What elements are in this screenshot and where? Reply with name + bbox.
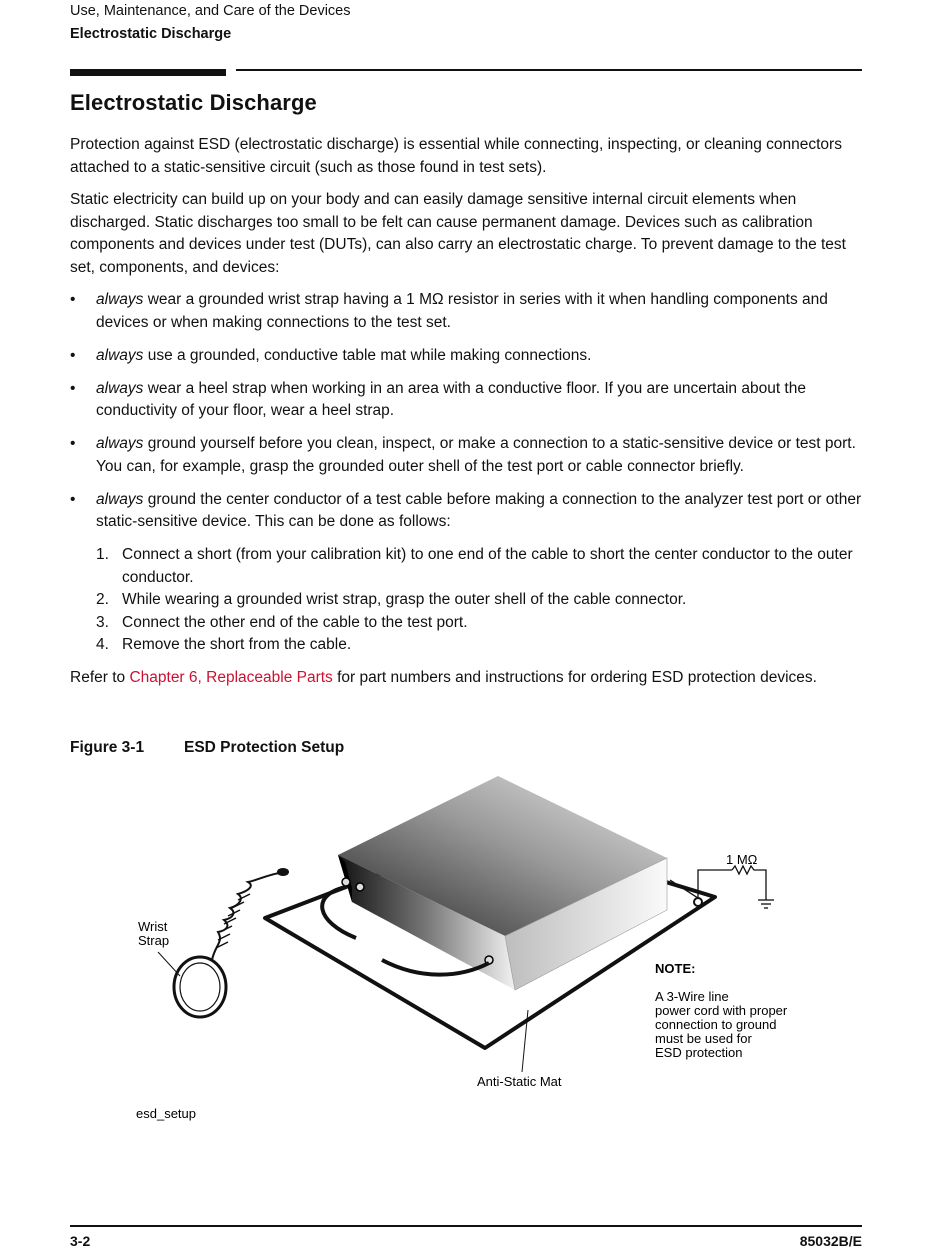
chapter-link[interactable]: Chapter 6, Replaceable Parts <box>129 668 333 686</box>
esd-setup-illustration <box>120 770 820 1130</box>
bullet-text: ground yourself before you clean, inspect, or make a connection to a static-sensitive device or test port. You can, for example, grasp the grounded outer shell of the test port or cable connector briefly. <box>96 435 856 475</box>
figure-file-id: esd_setup <box>136 1106 196 1121</box>
step-list <box>96 544 865 657</box>
leader-line <box>158 952 180 976</box>
leader-line <box>522 1010 528 1072</box>
refer-after: for part numbers and instructions for ordering ESD protection devices. <box>332 668 817 686</box>
step-item <box>96 634 865 657</box>
list-item <box>70 378 865 423</box>
resistor-label: 1 MΩ <box>726 852 758 867</box>
list-item <box>70 289 865 334</box>
mat-label: Anti-Static Mat <box>477 1074 562 1089</box>
bullet-keyword: always <box>96 379 144 397</box>
wrist-strap-clip <box>277 868 289 876</box>
page-number: 3-2 <box>70 1233 91 1249</box>
list-item <box>70 489 865 534</box>
bullet-keyword: always <box>96 346 144 364</box>
note-title: NOTE: <box>655 961 696 976</box>
refer-paragraph <box>70 667 865 690</box>
step-item <box>96 544 865 589</box>
front-port-icon <box>356 883 364 891</box>
header-rule-thick <box>70 69 226 76</box>
note-line: must be used for <box>655 1031 752 1046</box>
bullet-text: use a grounded, conductive table mat while making connections. <box>143 346 592 364</box>
note-line: power cord with proper <box>655 1003 788 1018</box>
running-header <box>70 0 350 46</box>
bullet-text: wear a grounded wrist strap having a 1 MΩ resistor in series with it when handling components and devices or when making connections to the test set. <box>96 291 828 331</box>
bullet-marker: • <box>70 291 76 308</box>
header-rule-thin <box>236 69 862 71</box>
bullet-keyword: always <box>96 291 144 308</box>
note-line: connection to ground <box>655 1017 777 1032</box>
mat-ground-connector <box>694 898 702 906</box>
paragraph: Protection against ESD (electrostatic discharge) is essential while connecting, inspecting, or cleaning connectors attached to a static-sensitive circuit (such as those found in test sets). <box>70 136 842 176</box>
bullet-marker: • <box>70 379 76 397</box>
paragraph: Static electricity can build up on your body and can easily damage sensitive internal circuit elements when discharged. Static discharges too small to be felt can cause permanent damage. Devices such as calibration components and devices under test (DUTs), can also carry an electrostatic charge. To prevent damage to the test set, components, and devices: <box>70 191 846 276</box>
step-number: 2. <box>96 591 109 608</box>
list-item <box>70 433 865 478</box>
step-number: 1. <box>96 546 109 563</box>
bullet-keyword: always <box>96 490 144 508</box>
step-text: Remove the short from the cable. <box>122 636 352 653</box>
figure-caption <box>70 739 345 757</box>
body-text <box>70 134 865 699</box>
refer-before: Refer to <box>70 668 130 686</box>
step-text: While wearing a grounded wrist strap, grasp the outer shell of the cable connector. <box>122 591 687 608</box>
bullet-marker: • <box>70 346 76 364</box>
list-item <box>70 345 865 368</box>
front-port-icon <box>342 878 350 886</box>
step-number: 4. <box>96 636 109 653</box>
wrist-strap-label: Wrist <box>138 919 168 934</box>
bullet-keyword: always <box>96 435 144 452</box>
running-title: Use, Maintenance, and Care of the Devices <box>70 3 351 19</box>
wrist-strap-band <box>174 957 226 1017</box>
precaution-list <box>70 289 865 534</box>
footer-rule <box>70 1225 862 1227</box>
resistor-icon <box>732 866 766 900</box>
running-subtitle: Electrostatic Discharge <box>70 26 232 42</box>
ground-symbol-icon <box>758 900 774 908</box>
bullet-marker: • <box>70 435 76 452</box>
figure-number: Figure 3-1 <box>70 739 145 756</box>
step-text: Connect a short (from your calibration kit) to one end of the cable to short the center conductor to the outer conductor. <box>122 546 853 586</box>
document-id: 85032B/E <box>799 1233 862 1249</box>
step-item <box>96 612 865 635</box>
step-number: 3. <box>96 613 109 631</box>
figure-title: ESD Protection Setup <box>184 739 345 756</box>
note-line: ESD protection <box>655 1045 743 1060</box>
step-item <box>96 589 865 612</box>
step-text: Connect the other end of the cable to the test port. <box>122 613 468 631</box>
bullet-marker: • <box>70 490 76 508</box>
wrist-strap-label: Strap <box>138 933 170 948</box>
bullet-text: ground the center conductor of a test cable before making a connection to the analyzer test port or other static-sensitive device. This can be done as follows: <box>96 490 862 530</box>
note-line: A 3-Wire line <box>655 989 729 1004</box>
section-title: Electrostatic Discharge <box>70 90 317 115</box>
bullet-text: wear a heel strap when working in an area with a conductive floor. If you are uncertain about the conductivity of your floor, wear a heel strap. <box>96 379 806 419</box>
